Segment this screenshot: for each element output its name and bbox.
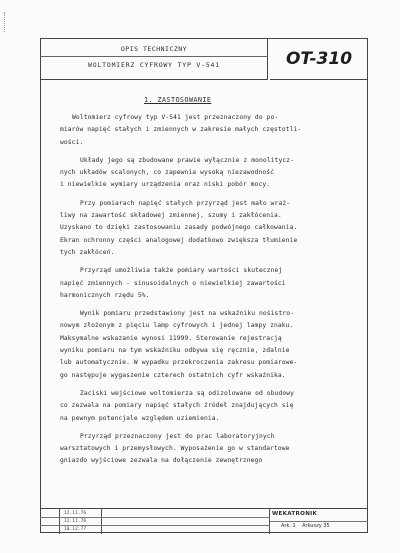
footer-rule <box>270 521 368 522</box>
body-line: Zaciski wejściowe woltomierza są odizolowane od obudowy <box>80 389 295 397</box>
footer-date: 12.11.76 <box>64 511 87 516</box>
body-line: na pewnym potencjale względem uziemienia. <box>60 414 220 422</box>
body-line: nych układów scalonych, co zapewnia wysoką niezawodność <box>60 169 275 177</box>
body-line: harmonicznych rzędu 5%. <box>60 291 150 299</box>
body-line: warsztatowych i przemysłowych. Wyposażenie go w standartowe <box>60 445 290 453</box>
body-line: i niewielkie wymiary urządzenia oraz niski pobór mocy. <box>60 181 271 189</box>
sheet-count: Arkuszy 35 <box>302 523 330 529</box>
footer-rule <box>40 525 270 526</box>
body-line: tych zakłóceń. <box>60 248 115 256</box>
body-line: Układy jego są zbudowane prawie wyłącznie z monolitycz- <box>80 156 295 164</box>
body-line: wości. <box>60 138 84 146</box>
body-line: gniazdo wyjściowe zezwala na dołączenie zewnętrznego <box>60 457 263 465</box>
body-line: Uzyskano to dzięki zastosowaniu zasady podwójnego całkowania. <box>60 224 298 232</box>
body-line: Przyrząd umożliwia także pomiary wartości skutecznej <box>80 267 283 275</box>
body-text <box>60 112 358 468</box>
body-line: lub automatycznie. W wypadku przekroczenia zakresu pomiarowe- <box>60 359 298 367</box>
sheet-number <box>281 523 330 529</box>
body-line: liwy na zawartość składowej zmiennej, szumy i zakłócenia. <box>60 212 282 220</box>
body-line: nowym złożonym z pięciu lamp cyfrowych i jednej lampy znaku. <box>60 322 294 330</box>
body-line: Przy pomiarach napięć stałych przyrząd jest mało wraż- <box>80 199 291 207</box>
punch-mark <box>4 12 13 32</box>
title-line-2: WOLTOMIERZ CYFROWY TYP V-541 <box>88 61 220 69</box>
body-line: go następuje wygaszenie czterech ostatnich cyfr wskaźnika. <box>60 371 286 379</box>
body-line: Maksymalne wskazanie wynosi 11999. Sterowanie rejestracją <box>60 334 282 342</box>
body-line: co zezwala na pomiary napięć stałych źródeł znajdujących się <box>60 402 294 410</box>
footer-date: 10.12.77 <box>64 527 87 532</box>
footer-rule <box>40 517 270 518</box>
footer-cell <box>40 509 60 534</box>
footer-stamp <box>40 508 368 533</box>
title-block <box>40 38 268 80</box>
body-line: Wynik pomiaru przedstawiony jest na wskaźniku nośistro- <box>80 310 295 318</box>
body-line: miarów napięć stałych i zmiennych w zakresie małych częstotli- <box>60 126 302 134</box>
body-line: Woltomierz cyfrowy typ V-541 jest przeznaczony do po- <box>72 114 279 121</box>
footer-date: 12.11.76 <box>64 519 87 524</box>
body-line: wyniku pomiaru na tym wskaźniku odbywa się ręcznie, zdalnie <box>60 347 290 355</box>
body-line: Ekran ochronny części analogowej dodatkowo zwiększa tłumienie <box>60 236 298 244</box>
document-code: OT-310 <box>270 38 368 80</box>
title-line-1: OPIS TECHNICZNY <box>120 45 188 53</box>
title-divider <box>40 56 268 57</box>
body-line: Przyrząd przeznaczony jest do prac laboratoryjnych <box>80 432 275 440</box>
footer-cell <box>102 509 270 534</box>
section-heading: 1. ZASTOSOWANIE <box>144 96 212 104</box>
company-stamp: WEKATRONIK <box>272 511 318 517</box>
body-line: napięć zmiennych - sinusoidalnych o niewielkiej zawartości <box>60 279 286 287</box>
sheet-label: Ark. 1 <box>281 523 296 529</box>
